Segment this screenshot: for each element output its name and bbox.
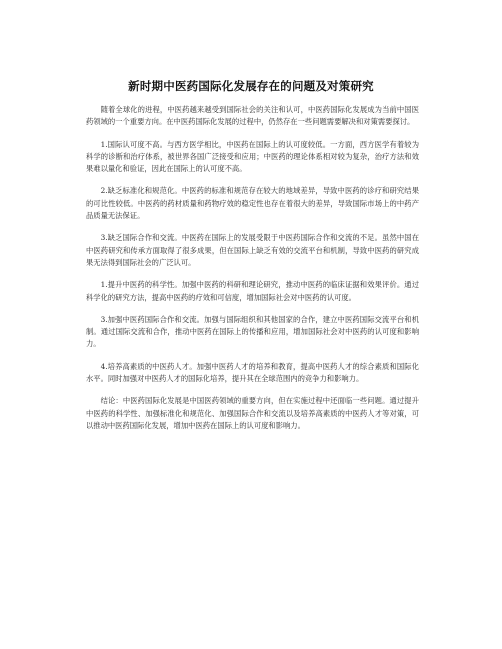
paragraph-measure-3: 3.加强中医药国际合作和交流。加强与国际组织和其他国家的合作，建立中医药国际交流平台和机制。通过国际交流和合作，推动中医药在国际上的传播和应用，增加国际社会对中医药的认可度和影响力。 xyxy=(86,314,419,349)
paragraph-intro: 随着全球化的进程，中医药越来越受到国际社会的关注和认可，中医药国际化发展成为当前中国医药领域的一个重要方向。在中医药国际化发展的过程中，仍然存在一些问题需要解决和对策需要探讨。 xyxy=(86,105,419,127)
document-title: 新时期中医药国际化发展存在的问题及对策研究 xyxy=(128,79,374,93)
paragraph-conclusion: 结论：中医药国际化发展是中国医药领域的重要方向，但在实施过程中还面临一些问题。通过提升中医药的科学性、加强标准化和规范化、加强国际合作和交流以及培养高素质的中医药人才等对策，可以推动中医药国际化发展，增加中医药在国际上的认可度和影响力。 xyxy=(86,396,419,430)
paragraph-problem-2: 2.缺乏标准化和规范化。中医药的标准和规范存在较大的地域差异，导致中医药的诊疗和研究结果的可比性较低。中医药的药材质量和药物疗效的稳定性也存在着很大的差异，导致国际市场上的中药产品质量无法保证。 xyxy=(86,186,419,221)
document-body xyxy=(86,104,419,442)
paragraph-measure-1: 1.提升中医药的科学性。加强中医药的科研和理论研究，推动中医药的临床证据和效果评价。通过科学化的研究方法，提高中医药的疗效和可信度，增加国际社会对中医药的认可度。 xyxy=(86,280,419,302)
paragraph-problem-1: 1.国际认可度不高。与西方医学相比，中医药在国际上的认可度较低。一方面，西方医学有着较为科学的诊断和治疗体系，被世界各国广泛接受和应用；中医药的理论体系相对较为复杂，治疗方法和效果难以量化和验证，因此在国际上的认可度不高。 xyxy=(86,139,419,174)
paragraph-problem-3: 3.缺乏国际合作和交流。中医药在国际上的发展受限于中医药国际合作和交流的不足。虽然中国在中医药研究和传承方面取得了很多成果，但在国际上缺乏有效的交流平台和机制，导致中医药的研究成果无法得到国际社会的广泛认可。 xyxy=(86,233,419,267)
paragraph-measure-4: 4.培养高素质的中医药人才。加强中医药人才的培养和教育，提高中医药人才的综合素质和国际化水平。同时加强对中医药人才的国际化培养，提升其在全球范围内的竞争力和影响力。 xyxy=(86,361,419,384)
